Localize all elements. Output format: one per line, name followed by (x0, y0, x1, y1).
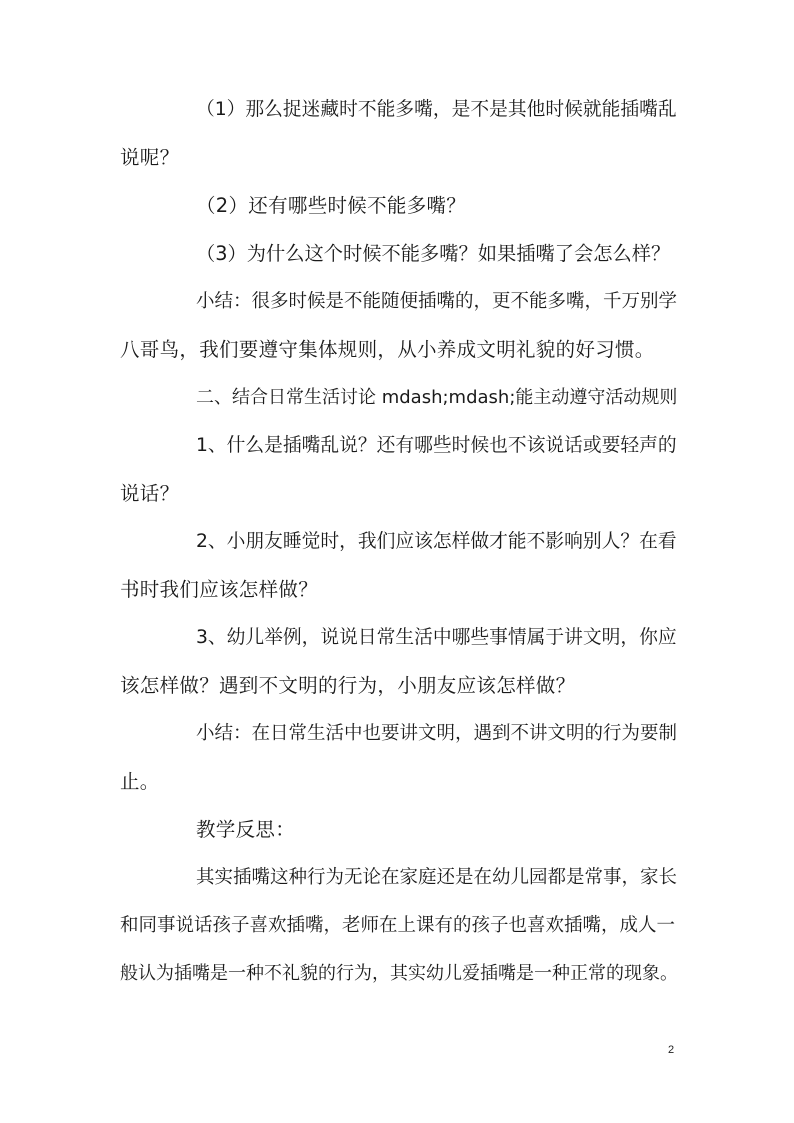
paragraph-line: 书时我们应该怎样做？ (120, 578, 319, 601)
paragraph-line: （2）还有哪些时候不能多嘴？ (196, 194, 467, 217)
paragraph-line: 八哥鸟，我们要遵守集体规则，从小养成文明礼貌的好习惯。 (120, 338, 655, 361)
section-heading: 教学反思： (196, 818, 296, 841)
paragraph-line: 小结：在日常生活中也要讲文明，遇到不讲文明的行为要制 (196, 723, 678, 744)
paragraph-line: 止。 (120, 770, 160, 793)
paragraph-line: 小结：很多时候是不能随便插嘴的，更不能多嘴，千万别学 (196, 291, 678, 312)
paragraph-line: 2、小朋友睡觉时，我们应该怎样做才能不影响别人？在看 (196, 531, 677, 552)
section-heading: 二、结合日常生活讨论 mdash;mdash;能主动遵守活动规则 (196, 387, 678, 408)
paragraph-line: 般认为插嘴是一种不礼貌的行为，其实幼儿爱插嘴是一种正常的现象。 (120, 963, 678, 984)
paragraph-line: （1）那么捉迷藏时不能多嘴，是不是其他时候就能插嘴乱 (196, 99, 677, 120)
paragraph-line: 1、什么是插嘴乱说？还有哪些时候也不该说话或要轻声的 (196, 435, 677, 456)
paragraph-line: 其实插嘴这种行为无论在家庭还是在幼儿园都是常事，家长 (196, 867, 678, 888)
paragraph-line: 该怎样做？遇到不文明的行为，小朋友应该怎样做？ (120, 674, 576, 697)
page-number: 2 (668, 1044, 675, 1056)
paragraph-line: 和同事说话孩子喜欢插嘴，老师在上课有的孩子也喜欢插嘴，成人一 (120, 915, 676, 936)
paragraph-line: 说话？ (120, 482, 180, 505)
paragraph-line: 3、幼儿举例，说说日常生活中哪些事情属于讲文明，你应 (196, 627, 677, 648)
paragraph-line: （3）为什么这个时候不能多嘴？如果插嘴了会怎么样？ (196, 242, 671, 265)
paragraph-line: 说呢？ (120, 146, 180, 169)
